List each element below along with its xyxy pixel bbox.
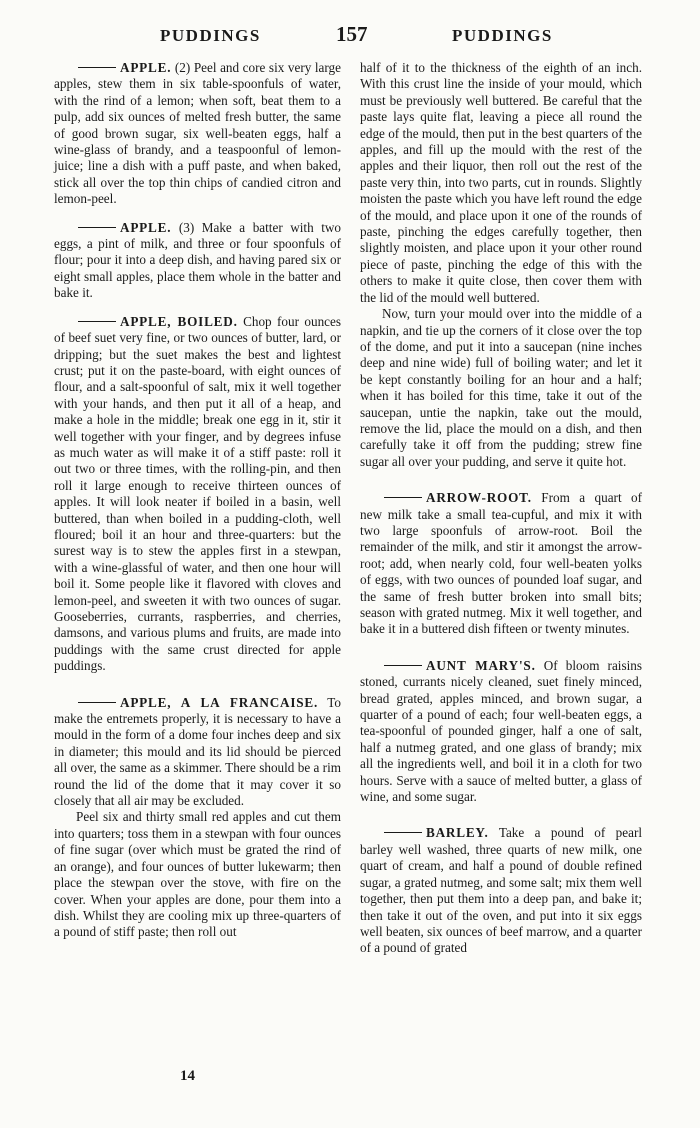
recipe-apple-3 [54, 220, 341, 302]
entry-dash [78, 67, 116, 68]
recipe-apple-francaise [54, 695, 341, 810]
recipe-text: From a quart of new milk take a small tea-cupful, and mix it with two large spoonfuls of arrow-root. Boil the remainder of the milk, and stir it amongst the arrow-root; add, when nearly cold, four well-beaten yolks of eggs, with two ounces of pounded loaf sugar, and the same of fresh butter broken into small bits; season with grated nutmeg. Mix it well together, and bake it in a buttered dish fifteen or twenty minutes. [360, 490, 642, 637]
entry-dash [384, 665, 422, 666]
recipe-text: Peel six and thirty small red apples and cut them into quarters; toss them in a stewpan with four ounces of fine sugar (over which must be grated the rind of an orange), and four ounces of butter lukewarm; then place the stewpan over the stove, with fire on the cover. When your apples are done, pour them into a dish. Whilst they are cooling mix up three-quarters of a pound of stiff paste; then roll out [54, 809, 341, 940]
header-right: PUDDINGS [452, 26, 553, 45]
entry-dash [384, 497, 422, 498]
recipe-title: BARLEY. [426, 825, 489, 841]
recipe-title: AUNT MARY'S. [426, 657, 536, 673]
recipe-apple-2 [54, 60, 341, 208]
signature-mark: 14 [180, 1068, 195, 1084]
recipe-text: To make the entremets properly, it is necessary to have a mould in the form of a dome four inches deep and six in diameter; this mould and its lid should be pierced all over, the same as a skimmer. There should be a rim round the lid of the dome that it may cover it so closely that all air may be excluded. [54, 694, 342, 809]
recipe-text: Take a pound of pearl barley well washed, three quarts of new milk, one quart of cream, and half a pound of double refined sugar, a grated nutmeg, and some salt; mix them well together, then put them into a deep pan, and bake it; then take it out of the oven, and put into it six eggs well beaten, six ounces of beef marrow, and a quarter of a pound of grated [360, 825, 642, 956]
header-left: PUDDINGS [160, 26, 261, 45]
recipe-arrow-root [360, 490, 642, 638]
recipe-apple-boiled [54, 314, 341, 675]
left-column [54, 60, 341, 941]
right-column [360, 60, 642, 957]
recipe-continuation [360, 60, 642, 306]
recipe-text: Now, turn your mould over into the middle of a napkin, and tie up the corners of it close over the top of the dome, and put it into a saucepan (nine inches deep and nine wide) full of boiling water; and let it be kept constantly boiling for an hour and a half; when it has boiled for this time, take it out of the saucepan, untie the napkin, take out the mould, remove the lid, place the mould on a dish, and then carefully take it off from the pudding; strew fine sugar all over your pudding, and serve it quite hot. [360, 306, 642, 469]
recipe-text: half of it to the thickness of the eighth of an inch. With this crust line the inside of your mould, which must be previously well buttered. Be careful that the paste lays quite flat, leaving a piece all round the edge of the mould, then put in the best quarters of the apples, and fill up the mould with the rest of the apples and their liquor, then roll out the rest of the paste very thin, into two parts, cut in rounds. Slightly moisten the paste which you have left round the edge of the mould, and place upon it one of the rounds of paste, pinching the edges carefully together, then slightly moisten, and place upon it your other round piece of paste, pinching the edge of this with the others to make it quite close, then cover them with the lid of the mould well buttered. [360, 60, 642, 305]
recipe-title: APPLE. [120, 219, 172, 235]
recipe-title: APPLE. [120, 60, 172, 75]
entry-dash [384, 832, 422, 833]
entry-dash [78, 227, 116, 228]
recipe-title: ARROW-ROOT. [426, 490, 532, 506]
recipe-continuation [54, 809, 341, 940]
recipe-barley [360, 825, 642, 956]
recipe-text: (2) Peel and core six very large apples, stew them in six table-spoonfuls of water, with the rind of a lemon; when soft, beat them to a pulp, add six ounces of melted fresh butter, the same of good brown sugar, six well-beaten eggs, half a wine-glass of brandy, and a teaspoonful of lemon-juice; line a dish with a puff paste, and when baked, stick all over the top thin chips of candied citron and lemon-peel. [54, 60, 341, 207]
recipe-continuation [360, 306, 642, 470]
recipe-aunt-marys [360, 658, 642, 806]
recipe-text: Of bloom raisins stoned, currants nicely cleaned, suet finely minced, bread grated, apples minced, and brown sugar, a quarter of a pound of each; four well-beaten eggs, a tea-spoonful of pounded ginger, half a one of salt, half a nutmeg grated, and one glass of brandy; mix all the ingredients well, and boil it in a cloth for two hours. Serve with a sauce of melted butter, a glass of wine, and some sugar. [360, 657, 642, 805]
entry-dash [78, 702, 116, 703]
entry-dash [78, 321, 116, 322]
recipe-title: APPLE, A LA FRANCAISE. [120, 694, 319, 710]
recipe-title: APPLE, BOILED. [120, 313, 238, 329]
page-number: 157 [336, 22, 368, 46]
recipe-text: (3) Make a batter with two eggs, a pint of milk, and three or four spoonfuls of flour; pour it into a deep dish, and having pared six or eight small apples, place them whole in the batter and bake it. [54, 219, 341, 301]
recipe-text: Chop four ounces of beef suet very fine, or two ounces of butter, lard, or dripping; but the suet makes the best and lightest crust; put it on the paste-board, with eight ounces of flour, and a salt-spoonful of salt, mix it well together with your hands, and then put it all of a heap, and make a hole in the middle; break one egg in it, stir it well together with your finger, and by degrees infuse as much water as will make it of a stiff paste: roll it out two or three times, with the rolling-pin, and then roll it large enough to receive thirteen ounces of apples. It will look neater if boiled in a basin, well buttered, than when boiled in a pudding-cloth, well floured; boil it an hour and three-quarters: but the surest way is to stew the apples first in a stewpan, with a wine-glassful of water, and then one hour will boil it. Some people like it flavored with cloves and lemon-peel, and sweeten it with two ounces of sugar. Gooseberries, currants, raspberries, and cherries, damsons, and various plums and fruits, are made into puddings with the same crust directed for apple puddings. [54, 313, 341, 674]
running-header [48, 22, 652, 48]
